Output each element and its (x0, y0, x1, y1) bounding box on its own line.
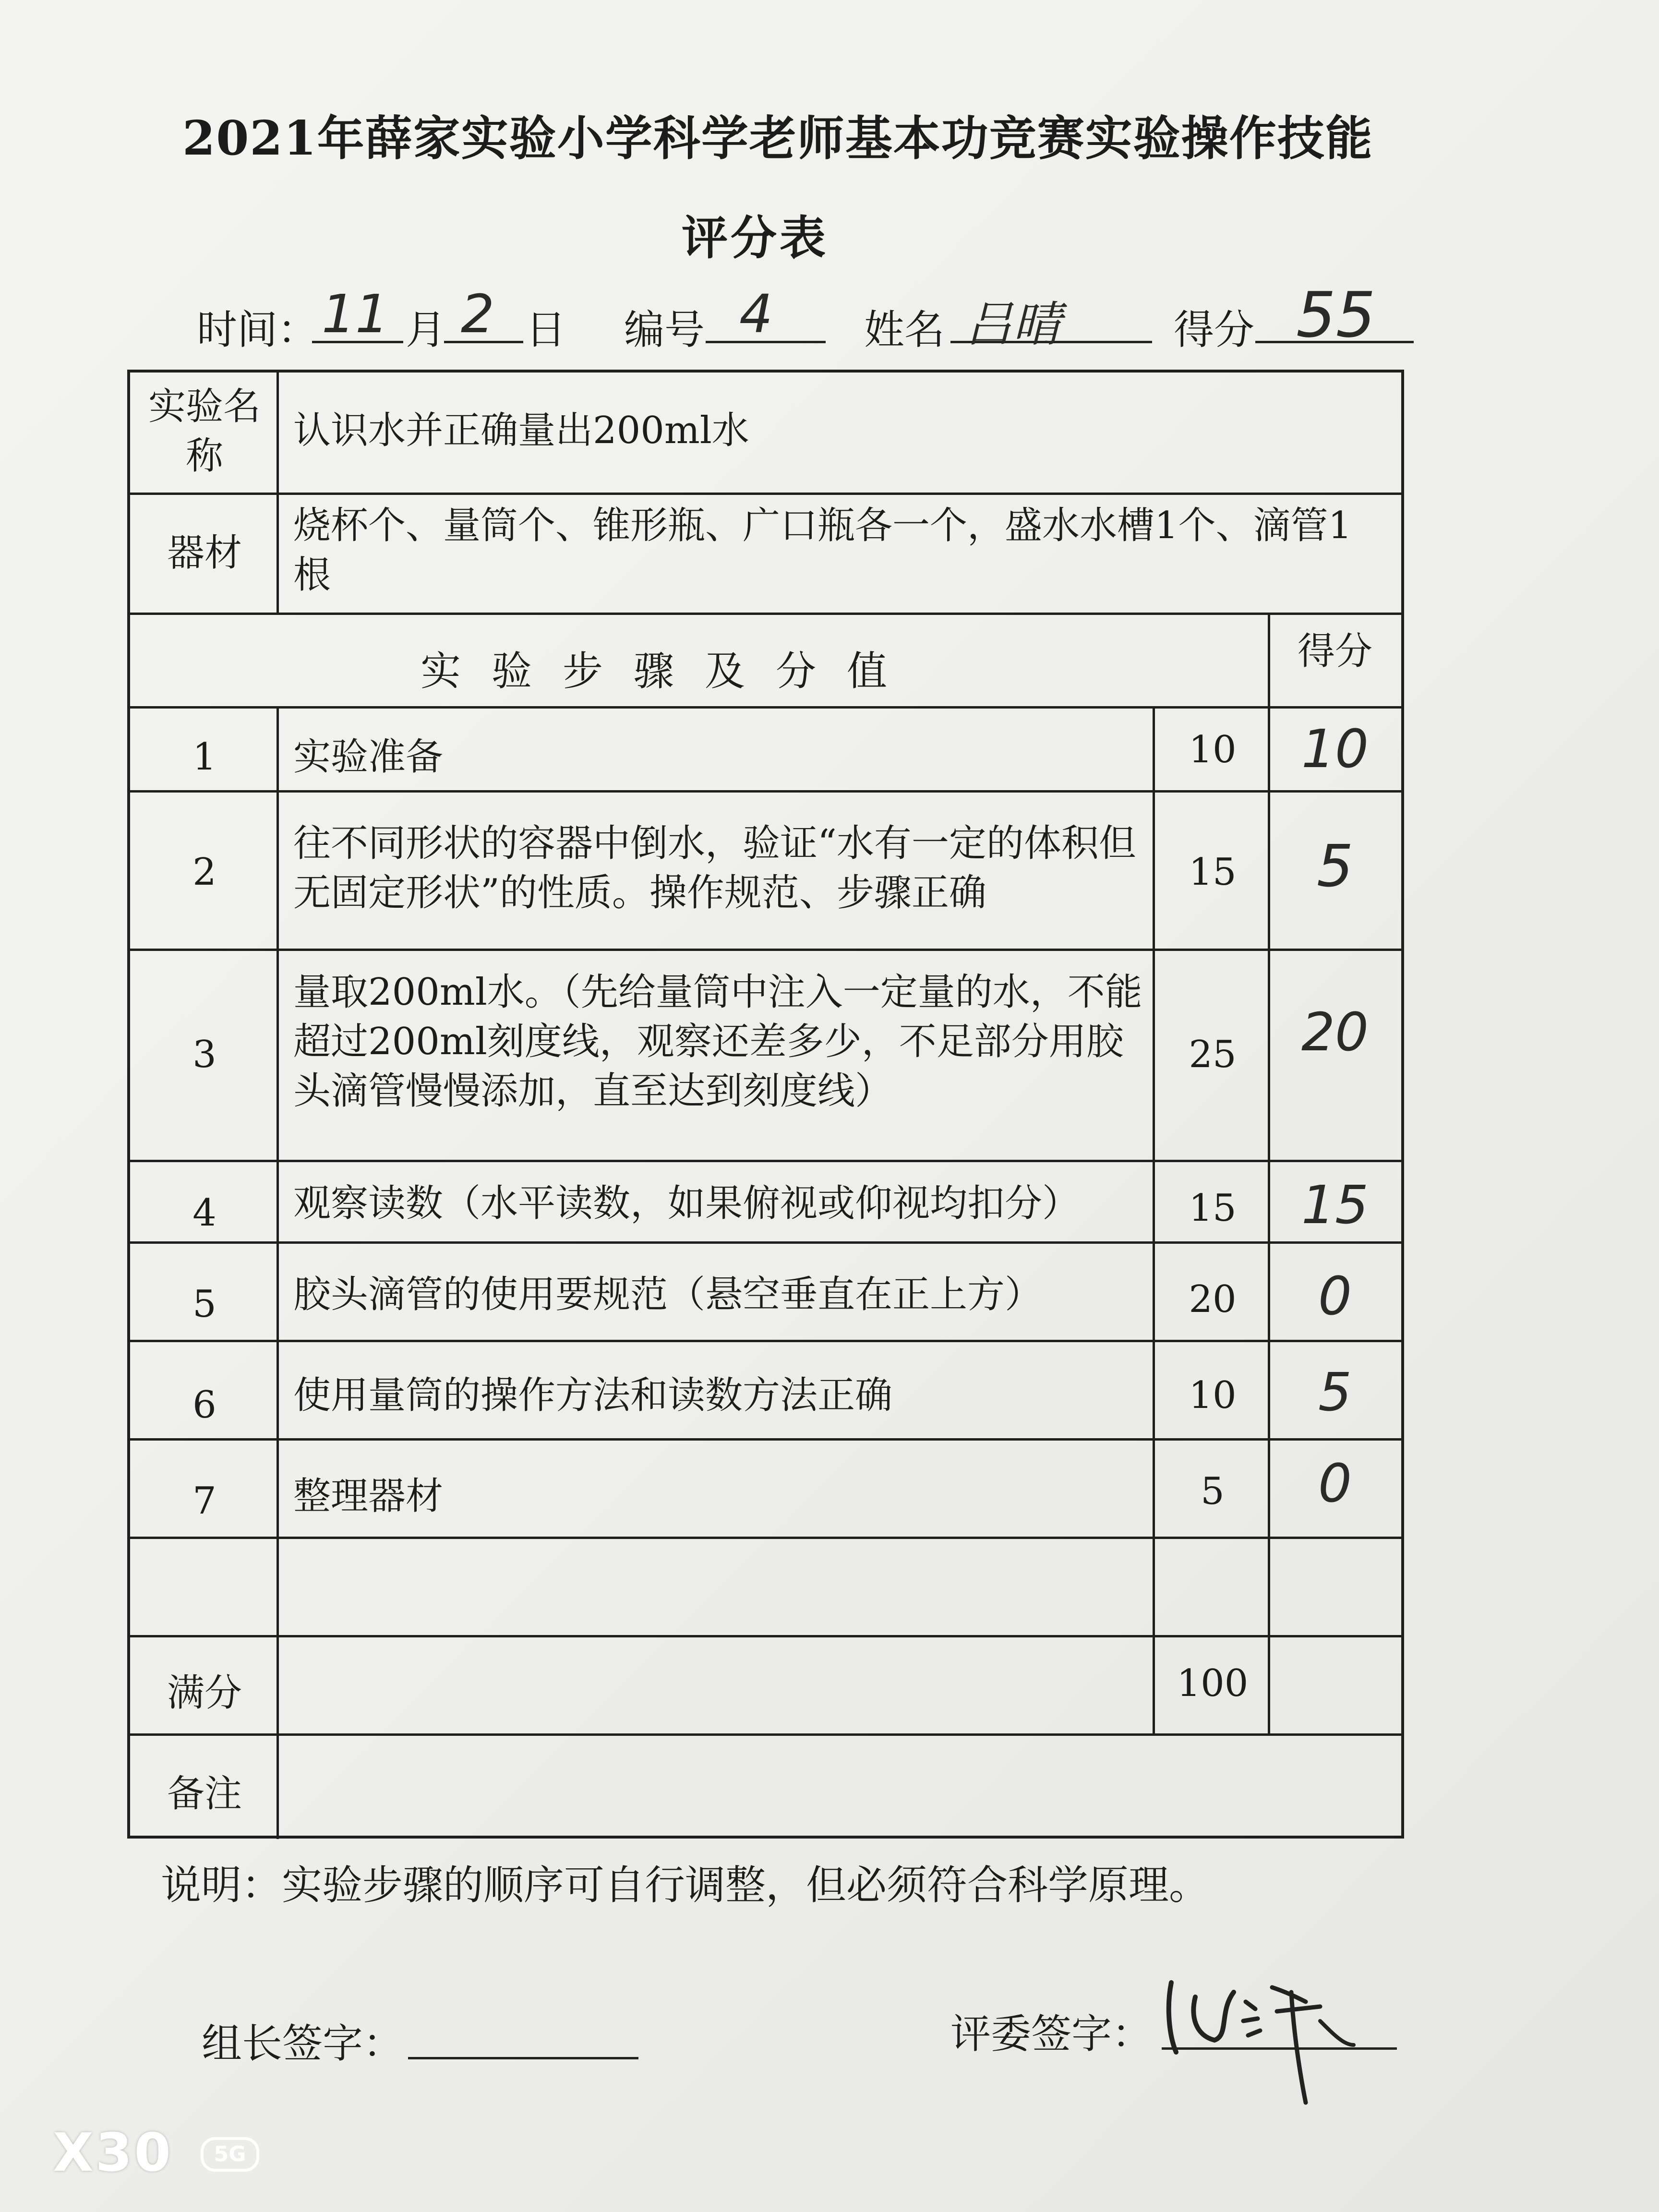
info-row (0, 278, 1659, 365)
equipment-value: 烧杯个、量筒个、锥形瓶、广口瓶各一个，盛水水槽1个、滴管1根 (293, 504, 1352, 597)
sheet-title: 2021年薛家实验小学科学老师基本功竞赛实验操作技能 (182, 111, 1373, 166)
step-description: 整理器材 (293, 1475, 444, 1518)
steps-header: 实验步骤及分值 (421, 648, 918, 695)
full-score-label: 满分 (167, 1671, 242, 1715)
step-score: 20 (1301, 1001, 1369, 1063)
step-number: 4 (192, 1191, 216, 1235)
judge-sign-label: 评委签字： (950, 2010, 1153, 2057)
step-points: 15 (1189, 1187, 1237, 1230)
step-description: 使用量筒的操作方法和读数方法正确 (293, 1374, 893, 1417)
camera-watermark: X30 (53, 2122, 173, 2183)
time-label: 时间： (197, 306, 318, 353)
number-value: 4 (739, 283, 773, 345)
step-points: 5 (1201, 1470, 1225, 1513)
day-value: 2 (461, 283, 494, 345)
equipment-label: 器材 (167, 531, 242, 575)
step-points: 20 (1189, 1278, 1237, 1321)
experiment-name-label: 实验名称 (148, 385, 261, 478)
name-label: 姓名 (864, 306, 945, 353)
step-number: 5 (192, 1283, 216, 1326)
step-number: 7 (192, 1479, 216, 1523)
step-score: 5 (1316, 833, 1354, 900)
month-value: 11 (322, 283, 389, 345)
step-score: 0 (1318, 1453, 1352, 1514)
step-score: 5 (1318, 1361, 1352, 1423)
step-number: 1 (192, 735, 216, 779)
step-number: 3 (192, 1033, 216, 1076)
judge-signature (1162, 1963, 1363, 2117)
step-score: 15 (1301, 1174, 1369, 1236)
score-column-header: 得分 (1297, 630, 1372, 673)
step-points: 15 (1189, 851, 1237, 894)
leader-sign-label: 组长签字： (202, 2020, 404, 2067)
step-number: 2 (192, 851, 216, 894)
network-badge: 5G (201, 2137, 259, 2172)
step-points: 25 (1189, 1033, 1237, 1076)
number-label: 编号 (624, 306, 705, 353)
step-score: 0 (1318, 1265, 1352, 1327)
month-label: 月 (406, 306, 446, 353)
step-points: 10 (1189, 1374, 1237, 1417)
score-value: 55 (1296, 278, 1376, 351)
step-description: 实验准备 (293, 735, 444, 779)
score-label: 得分 (1174, 306, 1255, 353)
instructions-note: 说明：实验步骤的顺序可自行调整，但必须符合科学原理。 (161, 1862, 1210, 1909)
step-number: 6 (192, 1383, 216, 1427)
experiment-name-value: 认识水并正确量出200ml水 (293, 409, 749, 452)
step-points: 10 (1189, 728, 1237, 771)
score-table (127, 370, 1404, 1839)
leader-sign-line[interactable] (408, 2057, 638, 2059)
name-value: 吕晴 (965, 296, 1061, 352)
step-description: 胶头滴管的使用要规范（悬空垂直在正上方） (293, 1273, 1043, 1316)
remarks-field[interactable] (280, 1737, 1394, 1833)
step-description: 往不同形状的容器中倒水，验证“水有一定的体积但无固定形状”的性质。操作规范、步骤正确 (293, 822, 1136, 914)
full-score-value: 100 (1177, 1662, 1249, 1705)
remarks-label: 备注 (167, 1772, 242, 1815)
step-score: 10 (1301, 718, 1369, 780)
step-description: 量取200ml水。（先给量筒中注入一定量的水，不能超过200ml刻度线，观察还差多少，不足部分用胶头滴管慢慢添加，直至达到刻度线） (293, 971, 1142, 1113)
step-description: 观察读数（水平读数，如果俯视或仰视均扣分） (293, 1182, 1080, 1225)
sheet-subtitle: 评分表 (682, 211, 829, 265)
day-label: 日 (526, 306, 566, 353)
